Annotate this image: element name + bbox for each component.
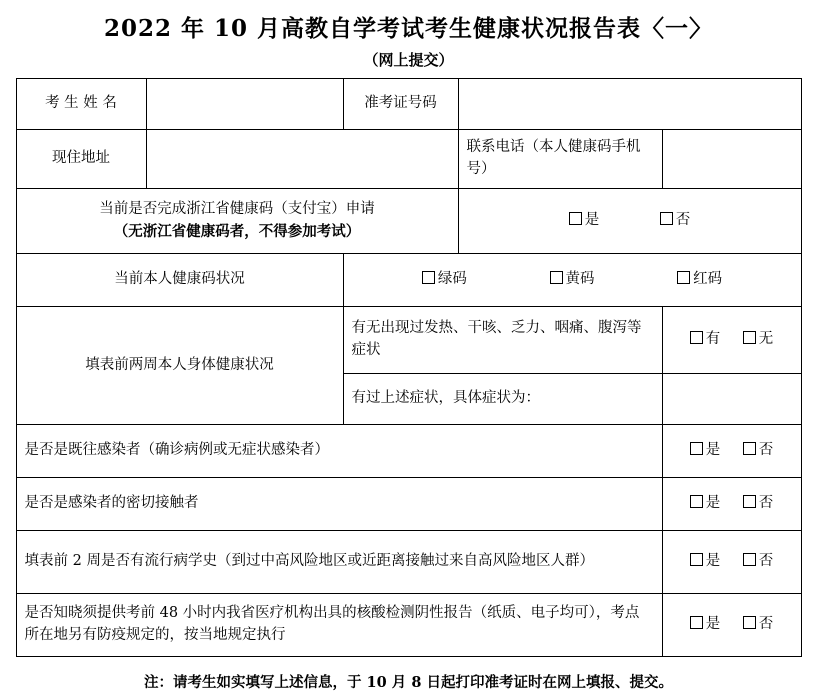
phone-label: 联系电话（本人健康码手机号） xyxy=(458,130,662,189)
option-label: 是 xyxy=(705,553,721,570)
checkbox-icon xyxy=(743,442,756,455)
checkbox-icon xyxy=(690,331,703,344)
ticket-input[interactable] xyxy=(458,79,801,130)
checkbox-symptom-none[interactable] xyxy=(743,329,774,351)
option-label: 是 xyxy=(705,616,721,633)
symptom-detail-label: 有过上述症状，具体症状为： xyxy=(343,374,662,425)
page-subtitle: （网上提交） xyxy=(363,51,454,69)
table-row-symptom-question xyxy=(16,307,801,374)
option-label: 红码 xyxy=(693,271,723,288)
two-week-health-label: 填表前两周本人身体健康状况 xyxy=(16,307,343,425)
checkbox-icon xyxy=(690,553,703,566)
option-label: 否 xyxy=(758,495,774,512)
page-title: 2022 年 10 月高教自学考试考生健康状况报告表〈一〉 xyxy=(103,15,714,42)
checkbox-icon xyxy=(569,212,582,225)
checkbox-nucleic-acid-no[interactable] xyxy=(743,614,774,636)
checkbox-green-code[interactable] xyxy=(422,269,467,291)
table-row-healthcode-apply xyxy=(16,189,801,254)
checkbox-yellow-code[interactable] xyxy=(550,269,595,291)
symptom-options xyxy=(662,307,801,374)
healthcode-apply-line2: （无浙江省健康码者，不得参加考试） xyxy=(113,223,361,240)
option-label: 无 xyxy=(758,331,774,348)
checkbox-healthcode-apply-no[interactable] xyxy=(660,210,691,232)
healthcode-apply-line1: 当前是否完成浙江省健康码（支付宝）申请 xyxy=(99,201,375,218)
checkbox-icon xyxy=(743,616,756,629)
nucleic-acid-question: 是否知晓须提供考前 48 小时内我省医疗机构出具的核酸检测阴性报告（纸质、电子均可），考点所在地另有防疫规定的，按当地规定执行 xyxy=(16,594,662,657)
checkbox-icon xyxy=(690,616,703,629)
option-label: 否 xyxy=(675,212,691,229)
symptom-detail-input[interactable] xyxy=(662,374,801,425)
nucleic-acid-options xyxy=(662,594,801,657)
checkbox-epidemic-history-yes[interactable] xyxy=(690,551,721,573)
healthcode-apply-options xyxy=(458,189,801,254)
checkbox-past-infected-no[interactable] xyxy=(743,440,774,462)
name-label: 考 生 姓 名 xyxy=(16,79,146,130)
option-label: 否 xyxy=(758,442,774,459)
checkbox-symptom-has[interactable] xyxy=(690,329,721,351)
table-row-close-contact xyxy=(16,478,801,531)
checkbox-icon xyxy=(677,271,690,284)
checkbox-icon xyxy=(743,553,756,566)
checkbox-icon xyxy=(743,495,756,508)
name-input[interactable] xyxy=(146,79,343,130)
phone-input[interactable] xyxy=(662,130,801,189)
close-contact-options xyxy=(662,478,801,531)
close-contact-question: 是否是感染者的密切接触者 xyxy=(16,478,662,531)
checkbox-icon xyxy=(690,442,703,455)
table-row-past-infected xyxy=(16,425,801,478)
option-label: 黄码 xyxy=(565,271,595,288)
checkbox-icon xyxy=(690,495,703,508)
healthcode-apply-question xyxy=(16,189,458,254)
checkbox-close-contact-yes[interactable] xyxy=(690,493,721,515)
health-report-form-page xyxy=(0,10,817,691)
option-label: 是 xyxy=(584,212,600,229)
checkbox-red-code[interactable] xyxy=(677,269,722,291)
checkbox-icon xyxy=(550,271,563,284)
healthcode-status-options xyxy=(343,254,801,307)
healthcode-status-label: 当前本人健康码状况 xyxy=(16,254,343,307)
ticket-label: 准考证号码 xyxy=(343,79,458,130)
checkbox-icon xyxy=(660,212,673,225)
table-row-name xyxy=(16,79,801,130)
address-input[interactable] xyxy=(146,130,458,189)
checkbox-icon xyxy=(422,271,435,284)
footer-note: 注：请考生如实填写上述信息，于 10 月 8 日起打印准考证时在网上填报、提交。 xyxy=(144,674,673,691)
option-label: 否 xyxy=(758,553,774,570)
checkbox-past-infected-yes[interactable] xyxy=(690,440,721,462)
table-row-epidemic-history xyxy=(16,531,801,594)
option-label: 否 xyxy=(758,616,774,633)
epidemic-history-options xyxy=(662,531,801,594)
past-infected-question: 是否是既往感染者（确诊病例或无症状感染者） xyxy=(16,425,662,478)
table-row-address xyxy=(16,130,801,189)
option-label: 是 xyxy=(705,495,721,512)
table-row-healthcode-status xyxy=(16,254,801,307)
checkbox-epidemic-history-no[interactable] xyxy=(743,551,774,573)
option-label: 是 xyxy=(705,442,721,459)
address-label: 现住地址 xyxy=(16,130,146,189)
epidemic-history-question: 填表前 2 周是否有流行病学史（到过中高风险地区或近距离接触过来自高风险地区人群） xyxy=(16,531,662,594)
checkbox-healthcode-apply-yes[interactable] xyxy=(569,210,600,232)
checkbox-close-contact-no[interactable] xyxy=(743,493,774,515)
symptom-question: 有无出现过发热、干咳、乏力、咽痛、腹泻等症状 xyxy=(343,307,662,374)
past-infected-options xyxy=(662,425,801,478)
checkbox-icon xyxy=(743,331,756,344)
checkbox-nucleic-acid-yes[interactable] xyxy=(690,614,721,636)
table-row-nucleic-acid xyxy=(16,594,801,657)
health-report-table xyxy=(16,78,802,657)
option-label: 有 xyxy=(705,331,721,348)
option-label: 绿码 xyxy=(437,271,467,288)
